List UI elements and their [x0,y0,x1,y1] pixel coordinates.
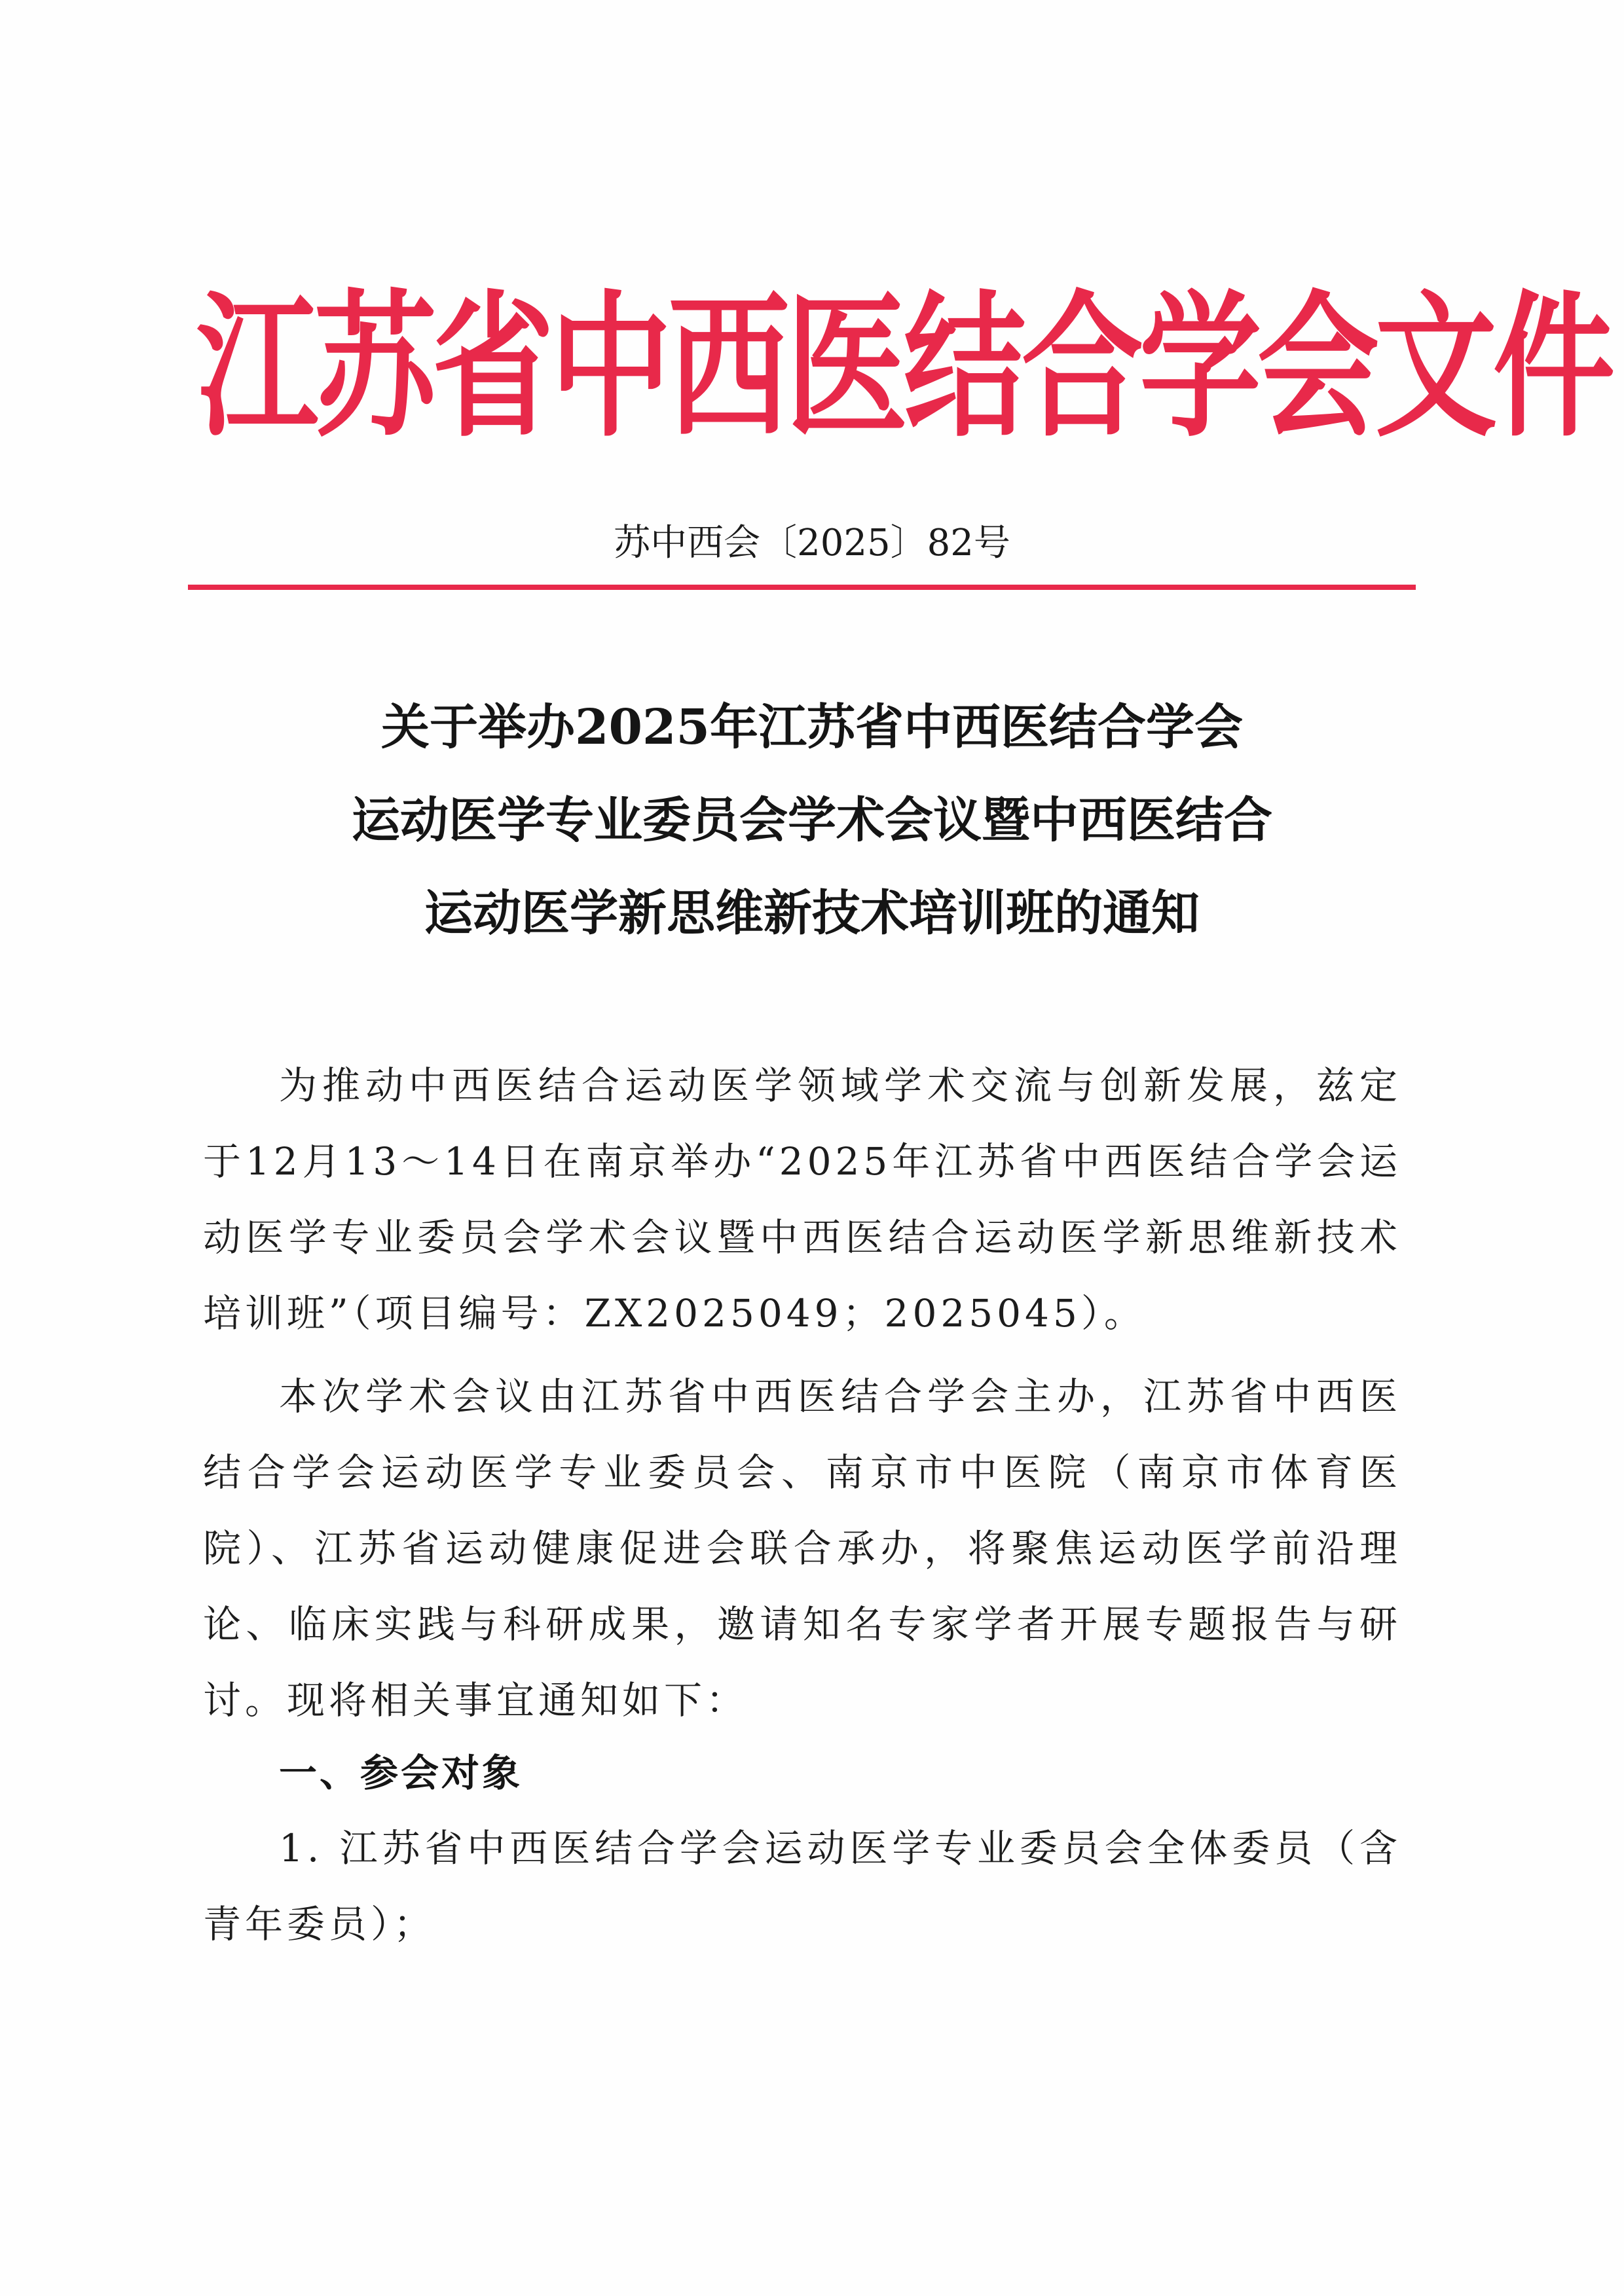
masthead-title: 江苏省中西医结合学会文件 [196,274,1612,458]
body-paragraph-2: 本次学术会议由江苏省中西医结合学会主办，江苏省中西医结合学会运动医学专业委员会、南京市中医院（南京市体育医院）、江苏省运动健康促进会联合承办，将聚焦运动医学前沿理论、临床实践与科研成果，邀请知名专家学者开展专题报告与研讨。现将相关事宜通知如下： [203,1374,1401,1722]
section-heading-participants: 一、参会对象 [279,1751,523,1795]
notice-title-line-1: 关于举办2025年江苏省中西医结合学会 [381,699,1243,756]
document-number: 苏中西会〔2025〕82号 [614,522,1010,564]
participants-item-1: 1. 江苏省中西医结合学会运动医学专业委员会全体委员（含青年委员）； [203,1826,1401,1946]
notice-title [183,681,1441,960]
notice-title-line-2: 运动医学专业委员会学术会议暨中西医结合 [352,792,1272,848]
header-red-divider [188,585,1416,590]
notice-title-line-3: 运动医学新思维新技术培训班的通知 [424,885,1200,941]
body-paragraph-1: 为推动中西医结合运动医学领域学术交流与创新发展，兹定于12月13～14日在南京举办“2025年江苏省中西医结合学会运动医学专业委员会学术会议暨中西医结合运动医学新思维新技术培训班”（项目编号：ZX2025049；2025045）。 [203,1063,1401,1336]
